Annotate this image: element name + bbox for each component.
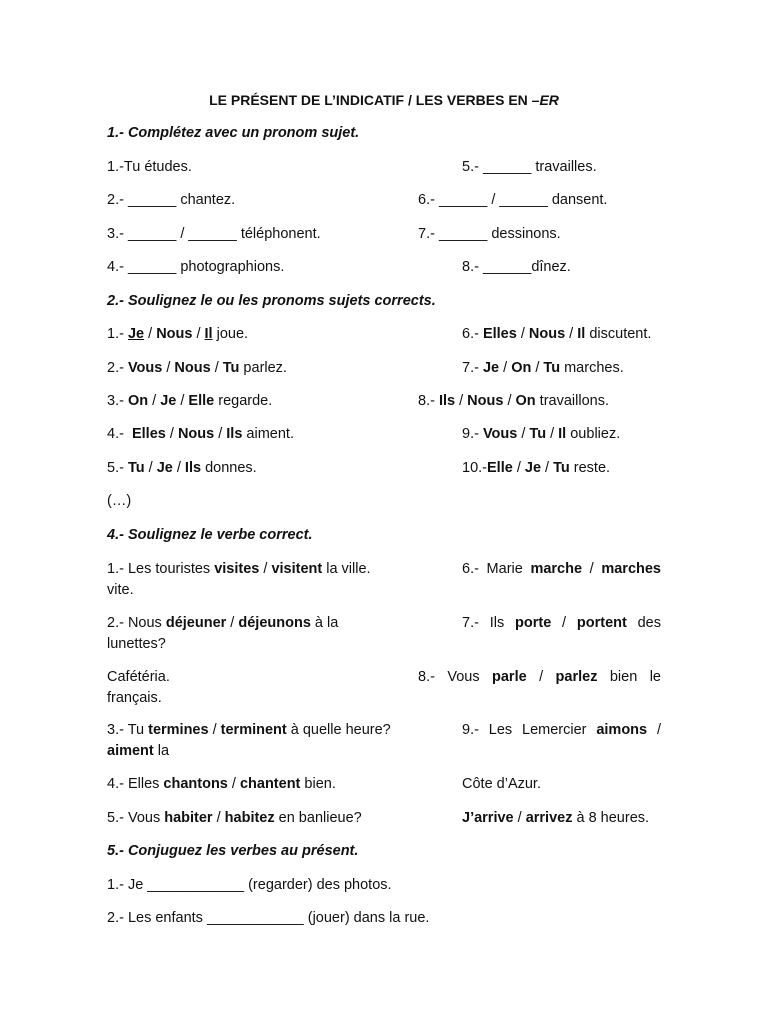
s1-item-8: 8.- ______dînez. <box>462 259 571 275</box>
s2-item-4: 4.- Elles / Nous / Ils aiment. <box>107 426 294 442</box>
s4-item-1-continued: vite. <box>107 582 134 598</box>
page-title: LE PRÉSENT DE L’INDICATIF / LES VERBES EN –ER <box>209 92 559 108</box>
s1-item-1: 1.-Tu études. <box>107 159 192 175</box>
s5-item-1: 1.- Je ____________ (regarder) des photos. <box>107 877 392 893</box>
s2-item-5: 5.- Tu / Je / Ils donnes. <box>107 460 257 476</box>
section-5-heading: 5.- Conjuguez les verbes au présent. <box>107 843 359 859</box>
s2-item-7: 7.- Je / On / Tu marches. <box>462 360 624 376</box>
s1-item-5: 5.- ______ travailles. <box>462 159 597 175</box>
section-4-heading: 4.- Soulignez le verbe correct. <box>107 527 313 543</box>
s1-item-3: 3.- ______ / ______ téléphonent. <box>107 226 321 242</box>
s4-item-3: 3.- Tu termines / terminent à quelle heure? <box>107 722 391 738</box>
s4-item-2-continued: lunettes? <box>107 636 166 652</box>
s4-item-6: 6.- Marie marche / marches <box>462 561 661 577</box>
s4-line-cafeteria: Cafétéria. <box>107 669 170 685</box>
s4-item-7: 7.- Ils porte / portent des <box>462 615 661 631</box>
section-1-heading: 1.- Complétez avec un pronom sujet. <box>107 125 360 141</box>
s1-item-4: 4.- ______ photographions. <box>107 259 285 275</box>
s4-item-9: 9.- Les Lemercier aimons / <box>462 722 661 738</box>
s1-item-6: 6.- ______ / ______ dansent. <box>418 192 608 208</box>
s2-item-1: 1.- Je / Nous / Il joue. <box>107 326 249 342</box>
section-2-heading: 2.- Soulignez le ou les pronoms sujets corrects. <box>107 293 436 309</box>
s4-item-5: 5.- Vous habiter / habitez en banlieue? <box>107 810 362 826</box>
s5-item-2: 2.- Les enfants ____________ (jouer) dans la rue. <box>107 910 430 926</box>
s4-line-francais: français. <box>107 690 162 706</box>
s2-item-3: 3.- On / Je / Elle regarde. <box>107 393 273 409</box>
s4-item-8: 8.- Vous parle / parlez bien le <box>418 669 661 685</box>
s4-line-jarrive: J’arrive / arrivez à 8 heures. <box>462 810 650 826</box>
s1-item-2: 2.- ______ chantez. <box>107 192 236 208</box>
s2-item-8: 8.- Ils / Nous / On travaillons. <box>418 393 609 409</box>
s4-item-1: 1.- Les touristes visites / visitent la ville. <box>107 561 371 577</box>
ellipsis: (…) <box>107 493 132 509</box>
s4-item-2: 2.- Nous déjeuner / déjeunons à la <box>107 615 339 631</box>
s4-item-3-continued: aiment la <box>107 743 170 759</box>
s4-line-cote-dazur: Côte d’Azur. <box>462 776 541 792</box>
s2-item-6: 6.- Elles / Nous / Il discutent. <box>462 326 652 342</box>
s2-item-2: 2.- Vous / Nous / Tu parlez. <box>107 360 287 376</box>
s2-item-9: 9.- Vous / Tu / Il oubliez. <box>462 426 621 442</box>
s2-item-10: 10.-Elle / Je / Tu reste. <box>462 460 611 476</box>
s4-item-4: 4.- Elles chantons / chantent bien. <box>107 776 336 792</box>
s1-item-7: 7.- ______ dessinons. <box>418 226 561 242</box>
